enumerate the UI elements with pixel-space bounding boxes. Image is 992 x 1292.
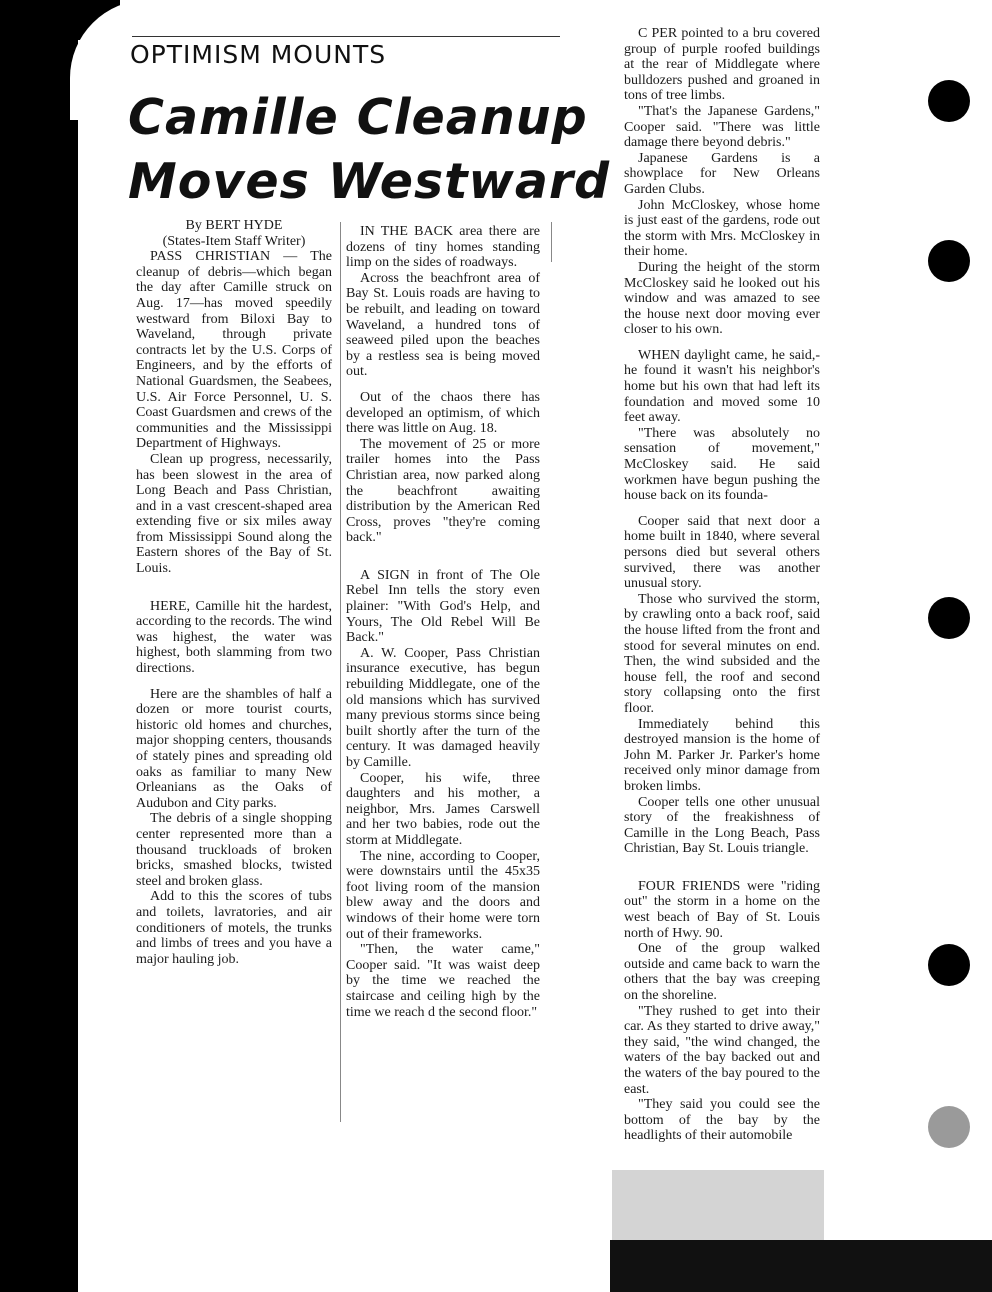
kicker: OPTIMISM MOUNTS bbox=[130, 40, 387, 69]
punch-hole bbox=[928, 80, 970, 122]
punch-hole bbox=[928, 944, 970, 986]
punch-hole bbox=[928, 597, 970, 639]
paragraph: "They rushed to get into their car. As they started to drive away," they said, "the wind changed, the waters of the bay backed out and the waters of the bay poured to the east. bbox=[624, 1003, 820, 1097]
byline: By BERT HYDE bbox=[185, 218, 283, 233]
paragraph: Here are the shambles of half a dozen or more tourist courts, historic old homes and churches, major shopping centers, thousands of stately pines and spreading old oaks as familiar to many New Orleanians as the Oaks of Audubon and City parks. bbox=[136, 686, 332, 811]
paragraph: Clean up progress, necessarily, has been slowest in the area of Long Beach and Pass Christian, and in a vast crescent-shaped area extending five or six miles away from Mississippi Sound along the Eastern shores of the Bay of St. Louis. bbox=[136, 451, 332, 577]
punch-hole bbox=[928, 240, 970, 282]
paragraph: Immediately behind this destroyed mansion is the home of John M. Parker Jr. Parker's home received only minor damage from broken limbs. bbox=[624, 716, 820, 794]
paragraph: IN THE BACK area there are dozens of tiny homes standing limp on the sides of roadways. bbox=[346, 224, 540, 271]
paragraph: The debris of a single shopping center represented more than a thousand truckloads of broken bricks, smashed blocks, twisted steel and broken glass. bbox=[136, 811, 332, 889]
byline-affiliation: (States-Item Staff Writer) bbox=[162, 233, 306, 249]
paragraph: WHEN daylight came, he said,-he found it wasn't his neighbor's home but his own that had left its foundation and moved some 10 feet away. bbox=[624, 347, 820, 426]
paragraph: "That's the Japanese Gardens," Cooper said. "There was little damage there beyond debris." bbox=[624, 103, 820, 151]
headline bbox=[128, 86, 610, 214]
paragraph: HERE, Camille hit the hardest, according to the records. The wind was highest, the water was highest, both slamming from two directions. bbox=[136, 598, 332, 677]
paragraph: Cooper, his wife, three daughters and his mother, a neighbor, Mrs. James Carswell and her two babies, rode out the storm at Middlegate. bbox=[346, 770, 540, 848]
paragraph: Out of the chaos there has developed an optimism, of which there was little on Aug. 18. bbox=[346, 389, 540, 437]
paragraph: Those who survived the storm, by crawling onto a back roof, said the house lifted from the front and stood for several minutes on end. Then, the wind subsided and the house fell, the roof and second story collapsing onto the first floor. bbox=[624, 591, 820, 716]
headline-line: Camille Cleanup bbox=[128, 89, 588, 146]
paragraph: During the height of the storm McCloskey said he looked out his window and was amazed to see the house next door moving ever closer to his own. bbox=[624, 259, 820, 338]
paragraph: Japanese Gardens is a showplace for New Orleans Garden Clubs. bbox=[624, 150, 820, 197]
paragraph: A. W. Cooper, Pass Christian insurance executive, has begun rebuilding Middlegate, one of the old mansions which has survived many previous storms since being built shortly after the turn of the century. It was damaged heavily by Camille. bbox=[346, 645, 540, 770]
paragraph: Across the beachfront area of Bay St. Louis roads are having to be rebuilt, and leading on toward Waveland, a hundred tons of seaweed piled upon the beaches by a restless sea is being moved out. bbox=[346, 270, 540, 380]
column-divider bbox=[551, 222, 552, 262]
article-column-2 bbox=[346, 224, 540, 1020]
paragraph: "There was absolutely no sensation of movement," McCloskey said. He said workmen have begun pushing the house back on its founda- bbox=[624, 425, 820, 504]
paragraph: One of the group walked outside and came back to warn the others that the bay was creeping on the shoreline. bbox=[624, 941, 820, 1004]
paragraph: The movement of 25 or more trailer homes into the Pass Christian area, now parked along the beachfront awaiting distribution by the American Red Cross, proves "they're coming back." bbox=[346, 436, 540, 546]
paragraph: PASS CHRISTIAN — The cleanup of debris—which began the day after Camille struck on Aug. 17—has moved speedily westward from Biloxi Bay to Waveland, through private contracts let by the U.S. Corps of Engineers, and by the efforts of National Guardsmen, the Seabees, U.S. Air Force Personnel, U. S. Coast Guardsmen and crews of the communities and the Mississippi Department of Highways. bbox=[136, 249, 332, 452]
paragraph: FOUR FRIENDS were "riding out" the storm in a home on the west beach of Bay of St. Louis north of Hwy. 90. bbox=[624, 878, 820, 941]
article-column-1 bbox=[136, 218, 332, 967]
paragraph: Cooper tells one other unusual story of the freakishness of Camille in the Long Beach, Pass Christian, Bay St. Louis triangle. bbox=[624, 794, 820, 857]
paragraph: The nine, according to Cooper, were downstairs until the 45x35 foot living room of the mansion blew away and the doors and windows of their home were torn out of their frameworks. bbox=[346, 848, 540, 942]
paragraph: John McCloskey, whose home is just east of the gardens, rode out the storm with Mrs. McCloskey in their home. bbox=[624, 197, 820, 260]
paragraph: Add to this the scores of tubs and toilets, lavratories, and air conditioners of motels, the trunks and limbs of trees and you have a major hauling job. bbox=[136, 889, 332, 967]
punch-hole bbox=[928, 1106, 970, 1148]
paragraph: "They said you could see the bottom of the bay by the headlights of their automobile bbox=[624, 1097, 820, 1144]
paragraph: A SIGN in front of The Ole Rebel Inn tells the story even plainer: "With God's Help, and Yours, The Old Rebel Will Be Back." bbox=[346, 567, 540, 646]
article-column-3 bbox=[624, 26, 820, 1144]
paragraph: Cooper said that next door a home built in 1840, where several persons died but several others survived, there was another unusual story. bbox=[624, 513, 820, 592]
clipping-shading bbox=[612, 1170, 824, 1242]
paragraph: C PER pointed to a bru covered group of purple roofed buildings at the rear of Middlegate where bulldozers pushed and groaned in tons of tree limbs. bbox=[624, 26, 820, 104]
headline-line: Moves Westward bbox=[128, 153, 611, 210]
scan-shadow-left bbox=[0, 0, 120, 1292]
column-divider bbox=[340, 222, 341, 1122]
top-rule bbox=[132, 36, 560, 37]
scan-shadow-bottom bbox=[610, 1240, 992, 1292]
scan-shadow-strip bbox=[0, 0, 78, 1292]
paragraph: "Then, the water came," Cooper said. "It was waist deep by the time we reached the staircase and ceiling high by the time we reach d the second floor." bbox=[346, 942, 540, 1020]
